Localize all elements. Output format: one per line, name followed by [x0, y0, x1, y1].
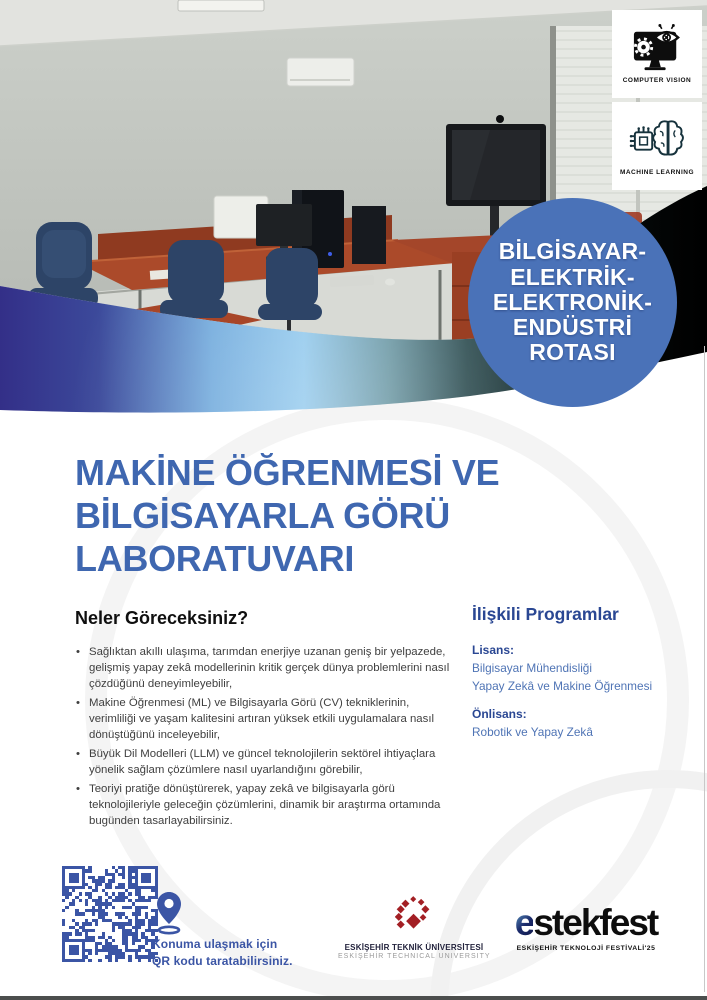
festival-tagline: ESKİŞEHİR TEKNOLOJİ FESTİVALİ'25	[516, 944, 656, 952]
festival-wordmark-part: e	[514, 902, 534, 943]
qr-code	[62, 866, 158, 962]
machine-learning-badge	[612, 102, 702, 190]
list-item: • Sağlıktan akıllı ulaşıma, tarımdan enerjiye uzanan geniş bir yelpazede, gelişmiş yapay zekâ modellerinin kritik gerçek dünya problemlerini nasıl çözdüğünü deneyimleyebilir,	[75, 645, 459, 693]
onlisans-item: Robotik ve Yapay Zekâ	[472, 725, 593, 740]
lisans-item: Yapay Zekâ ve Makine Öğrenmesi	[472, 678, 653, 693]
route-line: ELEKTRONİK-	[492, 288, 653, 315]
what-you-will-see-section	[75, 608, 459, 833]
computer-vision-label: COMPUTER VISION	[622, 77, 692, 84]
route-circle-badge	[468, 198, 677, 407]
qr-caption: Konuma ulaşmak için QR kodu taratabilirsiniz.	[152, 937, 293, 969]
list-item: • Teoriyi pratiğe dönüştürerek, yapay zekâ ve bilgisayarla görü teknolojileriyle geleceğin çözümlerini, dinamik bir araştırma ortamında bugünden tasarlayabilirsiniz.	[75, 782, 459, 830]
festival-wordmark	[490, 903, 682, 944]
page-edge-line	[704, 346, 706, 992]
machine-learning-label: MACHINE LEARNING	[619, 169, 695, 176]
related-programs-section	[472, 604, 697, 742]
route-line: ELEKTRİK-	[510, 263, 635, 290]
university-name-en: ESKİŞEHİR TECHNICAL UNIVERSITY	[338, 953, 491, 960]
page-title: MAKİNE ÖĞRENMESİ VE BİLGİSAYARLA GÖRÜ LABORATUVARI	[75, 452, 500, 580]
university-name-tr: ESKİŞEHİR TEKNİK ÜNİVERSİTESİ	[344, 943, 484, 952]
route-line: ENDÜSTRİ	[512, 314, 633, 341]
festival-wordmark-part: e	[609, 902, 629, 943]
festival-wordmark-part: stekf	[533, 902, 610, 943]
university-tulip-icon	[395, 895, 433, 935]
lisans-label: Lisans:	[472, 643, 515, 657]
related-programs-heading: İlişkili Programlar	[472, 604, 619, 624]
machine-learning-icon	[628, 116, 686, 166]
onlisans-label: Önlisans:	[472, 707, 527, 722]
computer-vision-badge	[612, 10, 702, 98]
bottom-rule	[0, 996, 707, 1000]
list-item: • Büyük Dil Modelleri (LLM) ve güncel teknolojilerin sektörel ihtiyaçlara yönelik sağlam çözümlere nasıl uyarlandığını görebilir,	[75, 747, 459, 779]
route-line: ROTASI	[529, 339, 616, 366]
route-line: BİLGİSAYAR-	[498, 238, 647, 265]
location-pin-icon	[152, 890, 186, 936]
festival-logo	[490, 903, 682, 952]
computer-vision-icon	[628, 24, 686, 74]
what-you-will-see-list	[75, 645, 459, 830]
what-you-will-see-heading: Neler Göreceksiniz?	[75, 608, 249, 628]
university-logo	[338, 895, 490, 960]
list-item: • Makine Öğrenmesi (ML) ve Bilgisayarla Görü (CV) tekniklerinin, verimliliği ve yaşam kalitesini artıran yüksek etkili uygulamalara nasıl dönüştüğünü inceleyebilir,	[75, 696, 459, 744]
festival-wordmark-part: st	[628, 902, 658, 943]
lisans-item: Bilgisayar Mühendisliği	[472, 661, 592, 675]
